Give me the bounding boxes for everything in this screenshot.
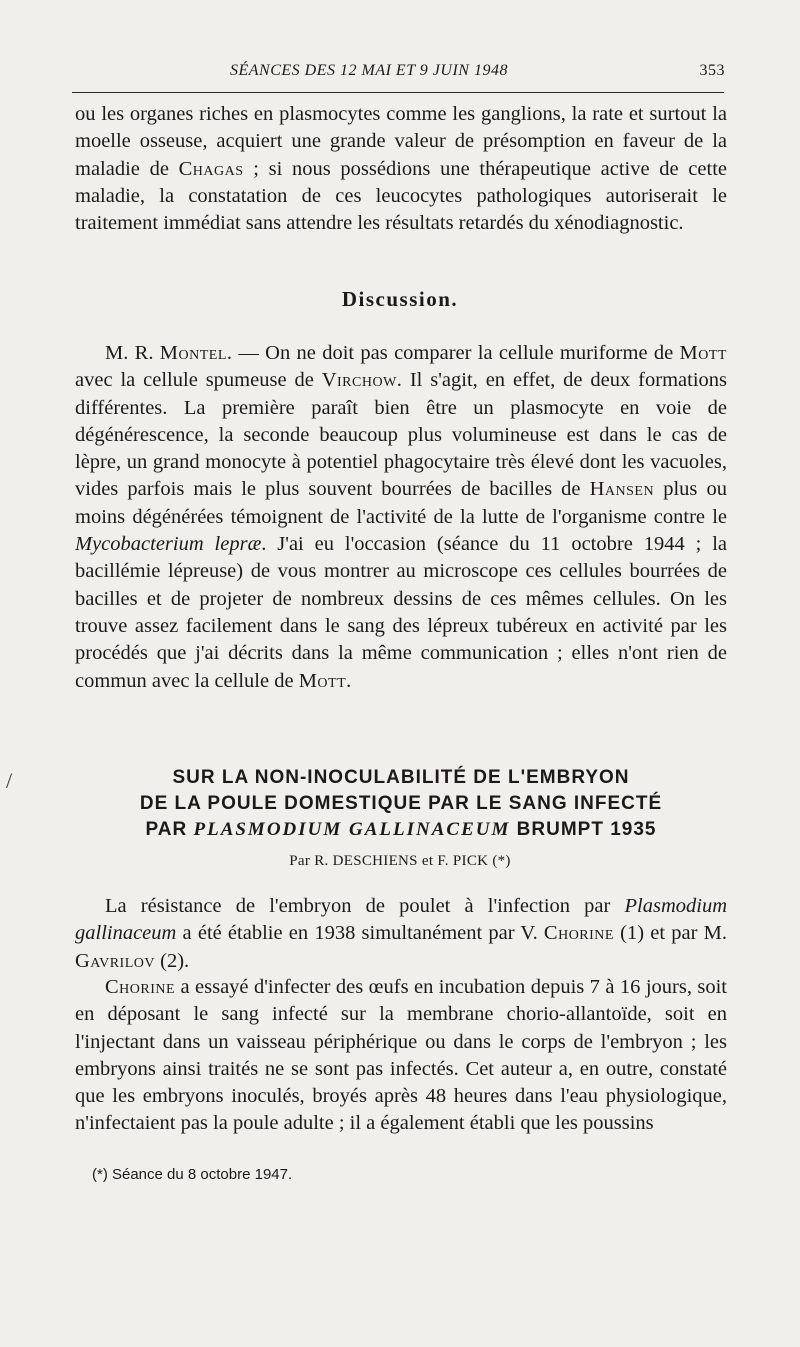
- species-name: Plasmodium gallinaceum: [75, 895, 727, 945]
- footnote: (*) Séance du 8 octobre 1947.: [92, 1166, 293, 1183]
- author-name: Chagas: [178, 157, 244, 180]
- article-title: SUR LA NON-INOCULABILITÉ DE L'EMBRYON DE LA POULE DOMESTIQUE PAR LE SANG INFECTÉ PAR PLASMODIUM GALLINACEUM BRUMPT 1935: [139, 767, 663, 840]
- page-header: [75, 62, 725, 84]
- section-heading: Discussion.: [341, 287, 459, 311]
- discussion-paragraph: M. R. Montel. — On ne doit pas comparer la cellule muriforme de Mott avec la cellule spumeuse de Virchow. Il s'agit, en effet, de deux formations différentes. La première paraît bien être un plasmocyte en voie de dégénérescence, la seconde beaucoup plus volumineuse est dans le cas de lèpre, un grand monocyte à potentiel phagocytaire très élevé dont les vacuoles, vides parfois mais le plus souvent bourrées de bacilles de Hansen plus ou moins dégénérées témoignent de l'activité de la lutte de l'organisme contre le Mycobacterium lepræ. J'ai eu l'occasion (séance du 11 octobre 1944 ; la bacillémie lépreuse) de vous montrer au microscope ces cellules bourrées de bacilles et de projeter de nombreux dessins de ces mêmes cellules. On les trouve assez facilement dans le sang des lépreux tubéreux en activité par les procédés que j'ai décrits dans la même communication ; elles n'ont rien de commun avec la cellule de Mott.: [75, 342, 727, 692]
- article-paragraph-1: La résistance de l'embryon de poulet à l'infection par Plasmodium gallinaceum a été établie en 1938 simultanément par V. Chorine (1) et par M. Gavrilov (2).: [75, 895, 727, 972]
- margin-mark: /: [6, 768, 13, 793]
- article-authors: Par R. DESCHIENS et F. PICK (*): [289, 853, 511, 869]
- running-title: SÉANCES DES 12 MAI ET 9 JUIN 1948: [230, 62, 508, 79]
- article-paragraph-2: Chorine a essayé d'infecter des œufs en incubation depuis 7 à 16 jours, soit en déposant le sang infecté sur la membrane chorio-allantoïde, soit en l'injectant dans un vaisseau périphérique ou dans le corps de l'embryon ; les embryons ainsi traités ne se sont pas infectés. Cet auteur a, en outre, constaté que les embryons inoculés, broyés après 48 heures dans l'eau physiologique, n'infectaient pas la poule adulte ; il a également établi que les poussins: [75, 976, 727, 1135]
- paragraph-continuation: ou les organes riches en plasmocytes comme les ganglions, la rate et surtout la moelle osseuse, acquiert une grande valeur de présomption en faveur de la maladie de Chagas ; si nous possédions une thérapeutique active de cette maladie, la constatation de ces leucocytes pathologiques autoriserait le traitement immédiat sans attendre les résultats retardés du xénodiagnostic.: [75, 103, 727, 235]
- header-rule: [72, 92, 724, 93]
- speaker-name: Montel: [159, 342, 227, 364]
- title-genus: PLASMODIUM GALLINACEUM: [193, 819, 511, 840]
- species-name: Mycobacterium lepræ: [75, 533, 262, 556]
- page-number: 353: [699, 62, 725, 79]
